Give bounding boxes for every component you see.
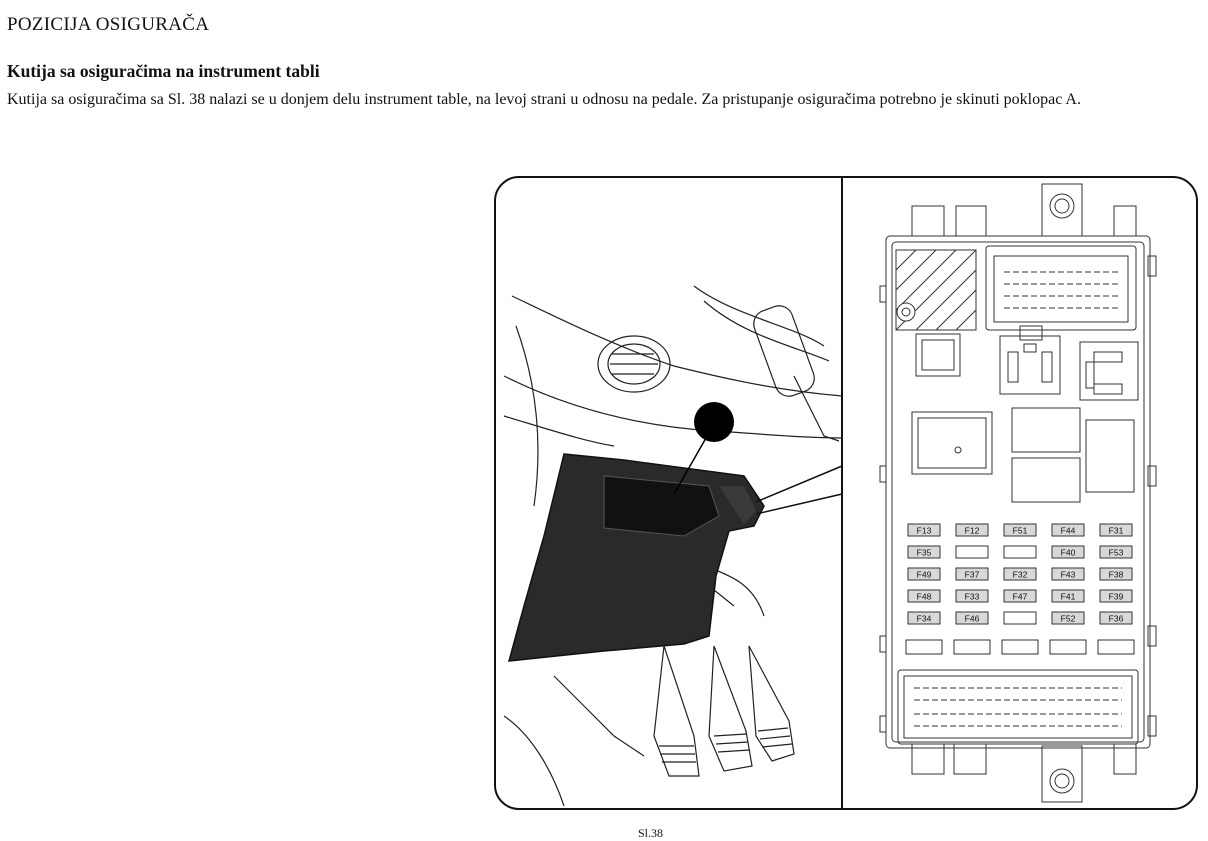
fuse-label: F53 (1108, 547, 1124, 558)
fuse-label: F44 (1060, 525, 1076, 536)
fuse-label: F32 (1012, 569, 1028, 580)
fuse-label: F12 (964, 525, 980, 536)
fuse-label: F13 (916, 525, 932, 536)
fuse-slot (1004, 546, 1036, 558)
fuse-label: F49 (916, 569, 932, 580)
fuse-label: F38 (1108, 569, 1124, 580)
fuse-label: F52 (1060, 613, 1076, 624)
fuse-label: F31 (1108, 525, 1124, 536)
figure-caption: Sl.38 (638, 826, 664, 840)
fuse-label: F37 (964, 569, 980, 580)
section-heading: Kutija sa osiguračima na instrument tabli (7, 61, 320, 81)
fuse-label: F43 (1060, 569, 1076, 580)
fuse-label: F33 (964, 591, 980, 602)
fuse-slot (956, 546, 988, 558)
fuse-label: F34 (916, 613, 932, 624)
fuse-label: F39 (1108, 591, 1124, 602)
fuse-slot (1004, 612, 1036, 624)
fuse-label: F41 (1060, 591, 1076, 602)
callout-marker (694, 402, 734, 442)
fuse-box-figure (494, 176, 1198, 816)
fuse-label: F36 (1108, 613, 1124, 624)
fuse-label: F35 (916, 547, 932, 558)
fuse-label: F40 (1060, 547, 1076, 558)
fuse-label: F46 (964, 613, 980, 624)
fuse-label: F51 (1012, 525, 1028, 536)
body-paragraph: Kutija sa osiguračima sa Sl. 38 nalazi se u donjem delu instrument table, na levoj strani u odnosu na pedale. Za pristupanje osiguračima potrebno je skinuti poklopac A. (7, 91, 1081, 108)
fuse-label: F48 (916, 591, 932, 602)
page-title: POZICIJA OSIGURAČA (7, 14, 210, 35)
fuse-label: F47 (1012, 591, 1028, 602)
